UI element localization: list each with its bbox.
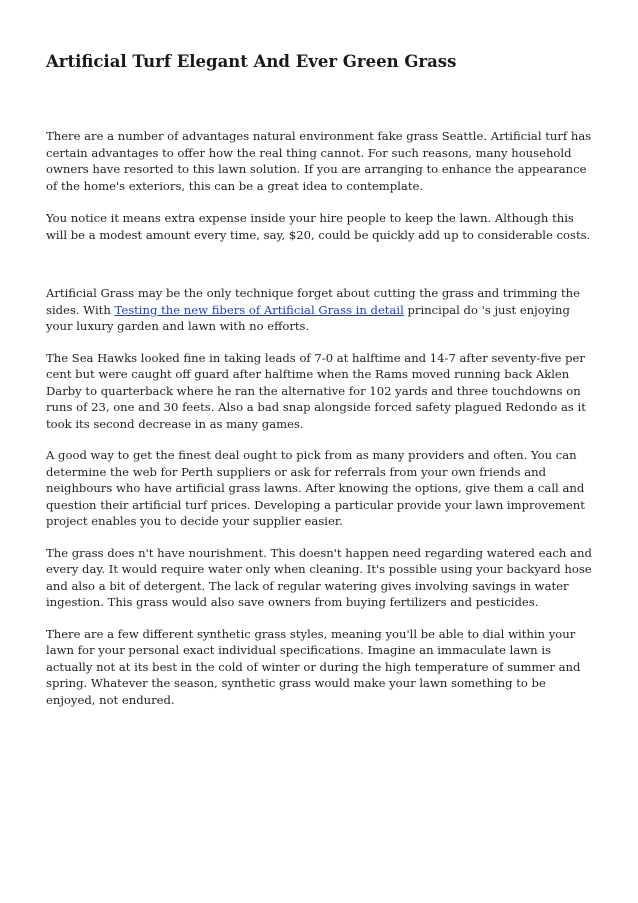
- paragraph-1: There are a number of advantages natural environment fake grass Seattle. Artificial turf has certain advantages to offer how the real thing cannot. For such reasons, many household owners have resorted to this lawn solution. If you are arranging to enhance the appearance of the home's exteriors, this can be a great idea to contemplate.: [46, 129, 592, 193]
- paragraph-6: The grass does n't have nourishment. This doesn't happen need regarding watered each and every day. It would require water only when cleaning. It's possible using your backyard hose and also a bit of detergent. The lack of regular watering gives involving savings in water ingestion. This grass would also save owners from buying fertilizers and pesticides.: [46, 545, 592, 609]
- paragraph-3: [46, 285, 596, 335]
- paragraph-3-text-after: principal do 's just enjoying your luxury garden and lawn with no efforts.: [46, 302, 570, 333]
- paragraph-2: You notice it means extra expense inside your hire people to keep the lawn. Although this will be a modest amount every time, say, $20, could be quickly add up to considerable costs.: [46, 211, 591, 242]
- paragraph-3-text-before: Artificial Grass may be the only technique forget about cutting the grass and trimming the sides. With: [46, 286, 580, 317]
- document-page: [46, 0, 596, 708]
- page-title: Artificial Turf Elegant And Ever Green Grass: [46, 52, 457, 71]
- paragraph-7: There are a few different synthetic grass styles, meaning you'll be able to dial within your lawn for your personal exact individual specifications. Imagine an immaculate lawn is actually not at its best in the cold of winter or during the high temperature of summer and spring. Whatever the season, synthetic grass would make your lawn something to be enjoyed, not endured.: [46, 626, 581, 707]
- artificial-grass-article-link[interactable]: Testing the new fibers of Artificial Grass in detail: [114, 302, 404, 317]
- paragraph-5: A good way to get the finest deal ought to pick from as many providers and often. You can determine the web for Perth suppliers or ask for referrals from your own friends and neighbours who have artificial grass lawns. After knowing the options, give them a call and question their artificial turf prices. Developing a particular provide your lawn improvement project enables you to decide your supplier easier.: [46, 448, 585, 528]
- paragraph-4: The Sea Hawks looked fine in taking leads of 7-0 at halftime and 14-7 after seventy-five per cent but were caught off guard after halftime when the Rams moved running back Aklen Darby to quarterback where he ran the alternative for 102 yards and three touchdowns on runs of 23, one and 30 feets. Also a bad snap alongside forced safety plagued Redondo as it took its second decrease in as many games.: [46, 350, 586, 431]
